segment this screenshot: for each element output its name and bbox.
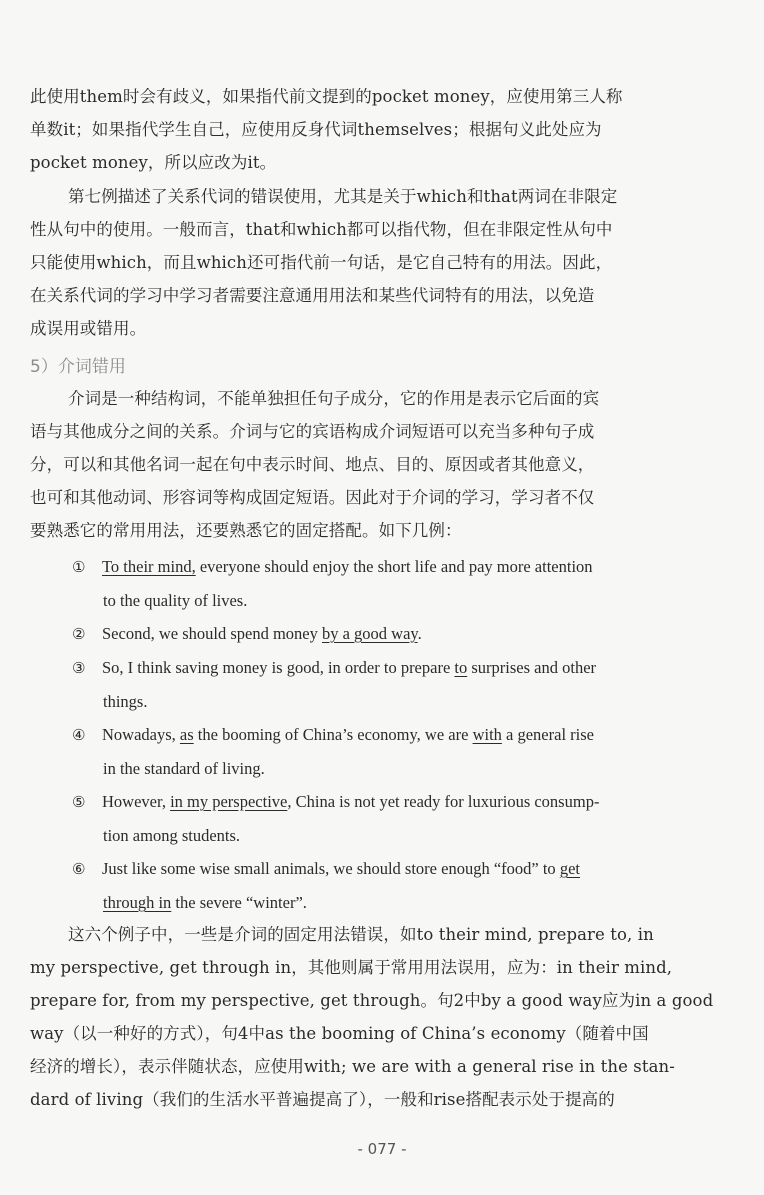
example-item-3 <box>72 651 722 718</box>
example-line <box>72 718 722 752</box>
page-number: - 077 - <box>357 1140 407 1158</box>
text-line: 介词是一种结构词，不能单独担任句子成分，它的作用是表示它后面的宾 <box>68 389 600 408</box>
example-text: things. <box>103 692 148 711</box>
closing-paragraph <box>30 918 720 1116</box>
text-line: dard of living（我们的生活水平普遍提高了），一般和rise搭配表示处于提高的 <box>30 1090 615 1109</box>
example-text: surprises and other <box>467 658 597 677</box>
example-line <box>72 651 722 685</box>
example-item-6 <box>72 852 722 919</box>
example-line <box>72 550 722 584</box>
example-number: ② <box>72 625 86 643</box>
preposition-intro <box>30 382 720 547</box>
example-text: . <box>417 624 422 643</box>
example-line <box>72 852 722 886</box>
example-item-4 <box>72 718 722 785</box>
example-number: ⑥ <box>72 860 86 878</box>
example-text: Second, we should spend money <box>102 624 322 643</box>
example-number: ④ <box>72 726 86 744</box>
section-heading: 5）介词错用 <box>30 357 126 377</box>
text-line: 此使用them时会有歧义，如果指代前文提到的pocket money，应使用第三人称 <box>30 87 623 106</box>
example-text: in the standard of living. <box>103 759 265 778</box>
example-text: Nowadays, <box>102 725 180 744</box>
example-text: However, <box>102 792 171 811</box>
text-line: 在关系代词的学习中学习者需要注意通用用法和某些代词特有的用法，以免造 <box>30 286 595 305</box>
example-item-2 <box>72 617 722 651</box>
example-text: to the quality of lives. <box>103 591 248 610</box>
example-text: So, I think saving money is good, in order to prepare <box>102 658 455 677</box>
example-number: ⑤ <box>72 793 86 811</box>
example-line <box>72 785 722 819</box>
error-phrase: through in <box>103 893 172 912</box>
text-line: 这六个例子中，一些是介词的固定用法错误，如to their mind, prepare to, in <box>68 925 654 944</box>
example-list <box>72 550 722 919</box>
text-line: 分，可以和其他名词一起在句中表示时间、地点、目的、原因或者其他意义， <box>30 455 595 474</box>
text-line: 要熟悉它的常用用法，还要熟悉它的固定搭配。如下几例： <box>30 521 462 540</box>
example-text: , China is not yet ready for luxurious consump- <box>287 792 600 811</box>
text-line: 语与其他成分之间的关系。介词与它的宾语构成介词短语可以充当多种句子成 <box>30 422 595 441</box>
example-item-5 <box>72 785 722 852</box>
error-phrase: to <box>454 658 468 677</box>
example-line <box>72 617 722 651</box>
error-phrase: in my perspective <box>170 792 288 811</box>
example-text: the severe “winter”. <box>171 893 307 912</box>
example-text: Just like some wise small animals, we should store enough “food” to <box>102 859 560 878</box>
text-line: my perspective, get through in，其他则属于常用用法误用，应为：in their mind, <box>30 958 673 977</box>
text-line: 经济的增长），表示伴随状态，应使用with; we are with a general rise in the stan- <box>30 1057 675 1076</box>
paragraph-example-7 <box>30 180 720 345</box>
example-number: ③ <box>72 659 86 677</box>
text-line: prepare for, from my perspective, get through。句2中by a good way应为in a good <box>30 991 714 1010</box>
example-text: a general rise <box>501 725 594 744</box>
top-paragraph <box>30 80 720 179</box>
text-line: pocket money，所以应改为it。 <box>30 153 277 172</box>
text-line: 成误用或错用。 <box>30 319 147 338</box>
text-line: 也可和其他动词、形容词等构成固定短语。因此对于介词的学习，学习者不仅 <box>30 488 595 507</box>
error-phrase: get <box>559 859 580 878</box>
example-text: tion among students. <box>103 826 241 845</box>
example-line <box>72 886 722 919</box>
example-text: everyone should enjoy the short life and pay more attention <box>195 557 593 576</box>
text-line: 只能使用which，而且which还可指代前一句话，是它自己特有的用法。因此， <box>30 253 613 272</box>
example-text: the booming of China’s economy, we are <box>193 725 473 744</box>
example-number: ① <box>72 558 86 576</box>
error-phrase: as <box>179 725 194 744</box>
text-line: 第七例描述了关系代词的错误使用，尤其是关于which和that两词在非限定 <box>68 187 618 206</box>
example-item-1 <box>72 550 722 617</box>
text-line: way（以一种好的方式），句4中as the booming of China’s economy（随着中国 <box>30 1024 649 1043</box>
error-phrase: by a good way <box>321 624 418 643</box>
error-phrase: with <box>472 725 502 744</box>
text-line: 单数it；如果指代学生自己，应使用反身代词themselves；根据句义此处应为 <box>30 120 602 139</box>
text-line: 性从句中的使用。一般而言，that和which都可以指代物，但在非限定性从句中 <box>30 220 613 239</box>
error-phrase: To their mind, <box>102 557 196 576</box>
